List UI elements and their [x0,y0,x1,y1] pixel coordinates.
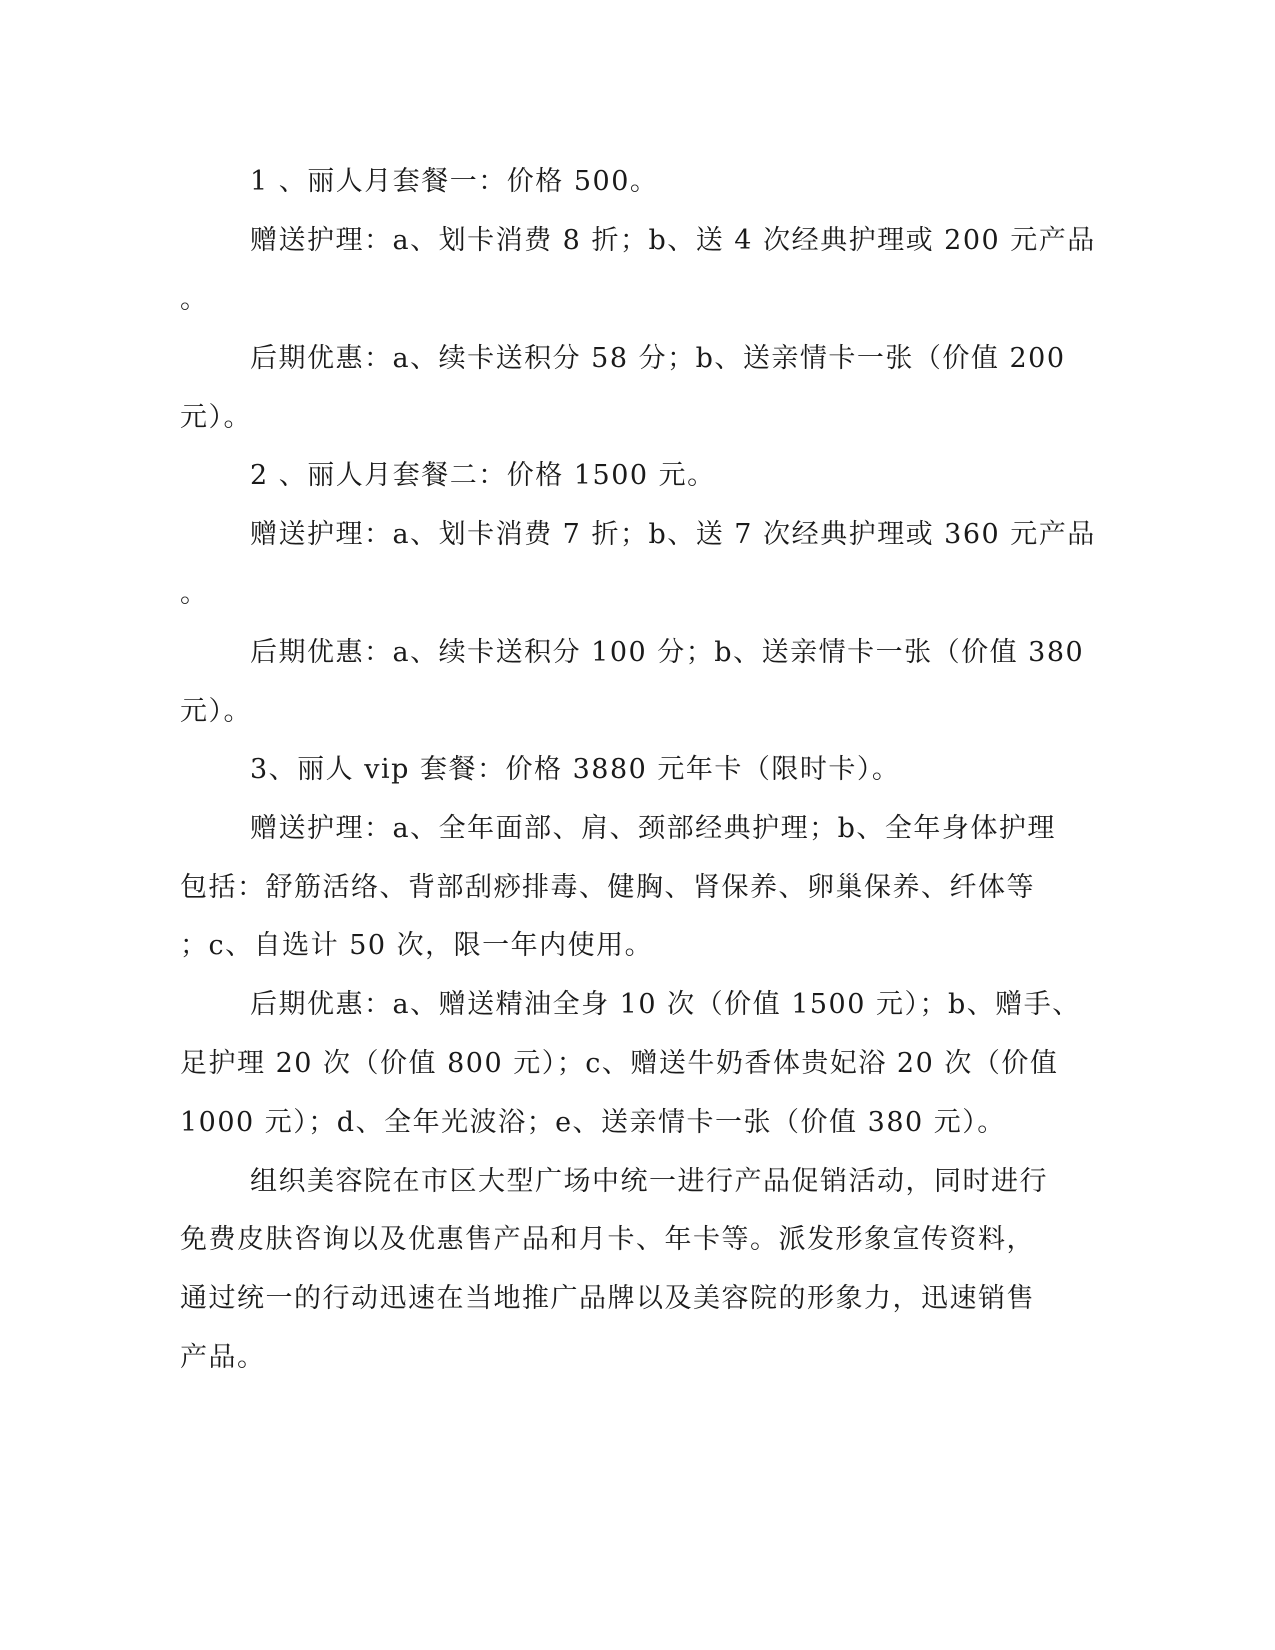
promotion-paragraph-2: 免费皮肤咨询以及优惠售产品和月卡、年卡等。派发形象宣传资料， [180,1224,1035,1255]
package-1-later-offer: 后期优惠：a、续卡送积分 58 分；b、送亲情卡一张（价值 200 [250,343,1066,374]
package-2-later-offer-end: 元）。 [180,696,252,727]
promotion-paragraph-1: 组织美容院在市区大型广场中统一进行产品促销活动，同时进行 [250,1166,1048,1197]
package-3-gift-care-3: ；c、自选计 50 次，限一年内使用。 [180,930,654,961]
package-2-title: 2 、丽人月套餐二：价格 1500 元。 [250,460,716,491]
package-1-later-offer-end: 元）。 [180,402,252,433]
package-2-gift-care: 赠送护理：a、划卡消费 7 折；b、送 7 次经典护理或 360 元产品 [250,519,1096,550]
package-3-later-offer-1: 后期优惠：a、赠送精油全身 10 次（价值 1500 元）；b、赠手、 [250,989,1081,1020]
package-2-later-offer: 后期优惠：a、续卡送积分 100 分；b、送亲情卡一张（价值 380 [250,637,1085,668]
package-3-gift-care-1: 赠送护理：a、全年面部、肩、颈部经典护理；b、全年身体护理 [250,813,1056,844]
package-3-later-offer-2: 足护理 20 次（价值 800 元）；c、赠送牛奶香体贵妃浴 20 次（价值 [180,1048,1059,1079]
promotion-paragraph-4: 产品。 [180,1342,266,1373]
package-3-title: 3、丽人 vip 套餐：价格 3880 元年卡（限时卡）。 [250,754,901,785]
package-3-later-offer-3: 1000 元）；d、全年光波浴；e、送亲情卡一张（价值 380 元）。 [180,1107,1006,1138]
package-1-gift-care-end: 。 [180,284,209,315]
package-1-gift-care: 赠送护理：a、划卡消费 8 折；b、送 4 次经典护理或 200 元产品 [250,225,1096,256]
promotion-paragraph-3: 通过统一的行动迅速在当地推广品牌以及美容院的形象力，迅速销售 [180,1283,1035,1314]
package-1-title: 1 、丽人月套餐一：价格 500。 [250,166,659,197]
package-2-gift-care-end: 。 [180,578,209,609]
package-3-gift-care-2: 包括：舒筋活络、背部刮痧排毒、健胸、肾保养、卵巢保养、纤体等 [180,872,1035,903]
